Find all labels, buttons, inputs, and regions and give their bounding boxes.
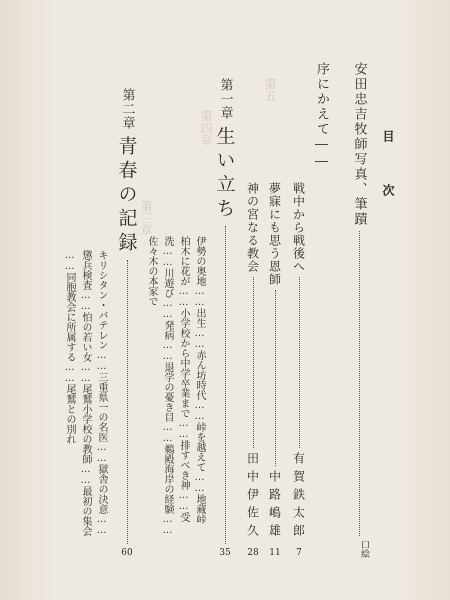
page-number: 35	[219, 548, 231, 558]
entry-author: 中路嶋雄	[267, 470, 282, 542]
page-number: 7	[296, 548, 302, 558]
sub-entry-line: 懲兵検査……怕の若い女……尾鷲小学校の教師……最初の集会	[80, 250, 91, 536]
chapter-2-line	[78, 250, 93, 536]
dot-leader	[275, 290, 276, 466]
toc-title: 目 次	[381, 130, 395, 210]
toc-entry-frontispiece	[346, 62, 372, 558]
chapter-title: 生い立ち	[213, 126, 236, 222]
chapter-number: 第一章	[217, 78, 233, 120]
chapter-2-heading	[110, 88, 144, 558]
entry-label: 安田忠吉牧師写真、筆蹟	[351, 62, 367, 227]
chapter-title: 青春の記録	[115, 136, 138, 256]
page-number: 11	[269, 548, 281, 558]
page-number: 60	[121, 548, 133, 558]
sub-entry-line: ……同胞教会に所属する……尾鷲との別れ	[64, 250, 75, 444]
page-number: 口絵	[359, 540, 369, 558]
preface-title-column	[312, 62, 331, 171]
dot-leader	[253, 277, 254, 448]
dot-leader	[225, 226, 226, 544]
preface-title: 序にかえて――	[314, 62, 329, 171]
entry-author: 有賀鉄太郎	[291, 452, 306, 542]
sub-entry-line: 柏木に花が……小学校から中学卒業まで……排すべき神……受	[178, 236, 189, 522]
chapter-2-line	[94, 250, 109, 536]
chapter-2-line	[62, 250, 77, 444]
toc-entry	[286, 182, 312, 558]
sub-entry-line: 伊勢の奥地……出生……赤ん坊時代……峠を越えて……地蔵峠	[194, 236, 205, 524]
bleed-through-mark: 第五	[263, 78, 277, 102]
chapter-1-heading	[208, 78, 242, 558]
dot-leader	[359, 231, 360, 536]
chapter-number: 第二章	[119, 88, 135, 130]
bleed-through-mark: 第三章	[139, 200, 153, 236]
sub-entry-line: 佐々木の本家で	[146, 236, 157, 306]
entry-label: 戦中から戦後へ	[291, 182, 306, 273]
entry-label: 神の宮なる教会	[245, 182, 260, 273]
sub-entry-line: 洗……川遊び……発病……退学の憂き目……鵜殿海岸の経験……	[162, 236, 173, 536]
page-number: 28	[247, 548, 259, 558]
chapter-1-line	[144, 236, 159, 306]
chapter-1-line	[176, 236, 191, 522]
toc-title-column	[380, 130, 397, 210]
entry-author: 田中伊佐久	[245, 452, 260, 542]
toc-entry	[240, 182, 266, 558]
chapter-1-line	[160, 236, 175, 536]
bleed-through-mark: 第四章	[199, 110, 213, 146]
chapter-1-line	[192, 236, 207, 524]
dot-leader	[299, 277, 300, 448]
sub-entry-line: キリシタン・バテレン……三重県一の名医……獄舎の決意……	[96, 250, 107, 536]
entry-label: 夢寐にも思う恩師	[267, 182, 282, 286]
dot-leader	[127, 260, 128, 544]
